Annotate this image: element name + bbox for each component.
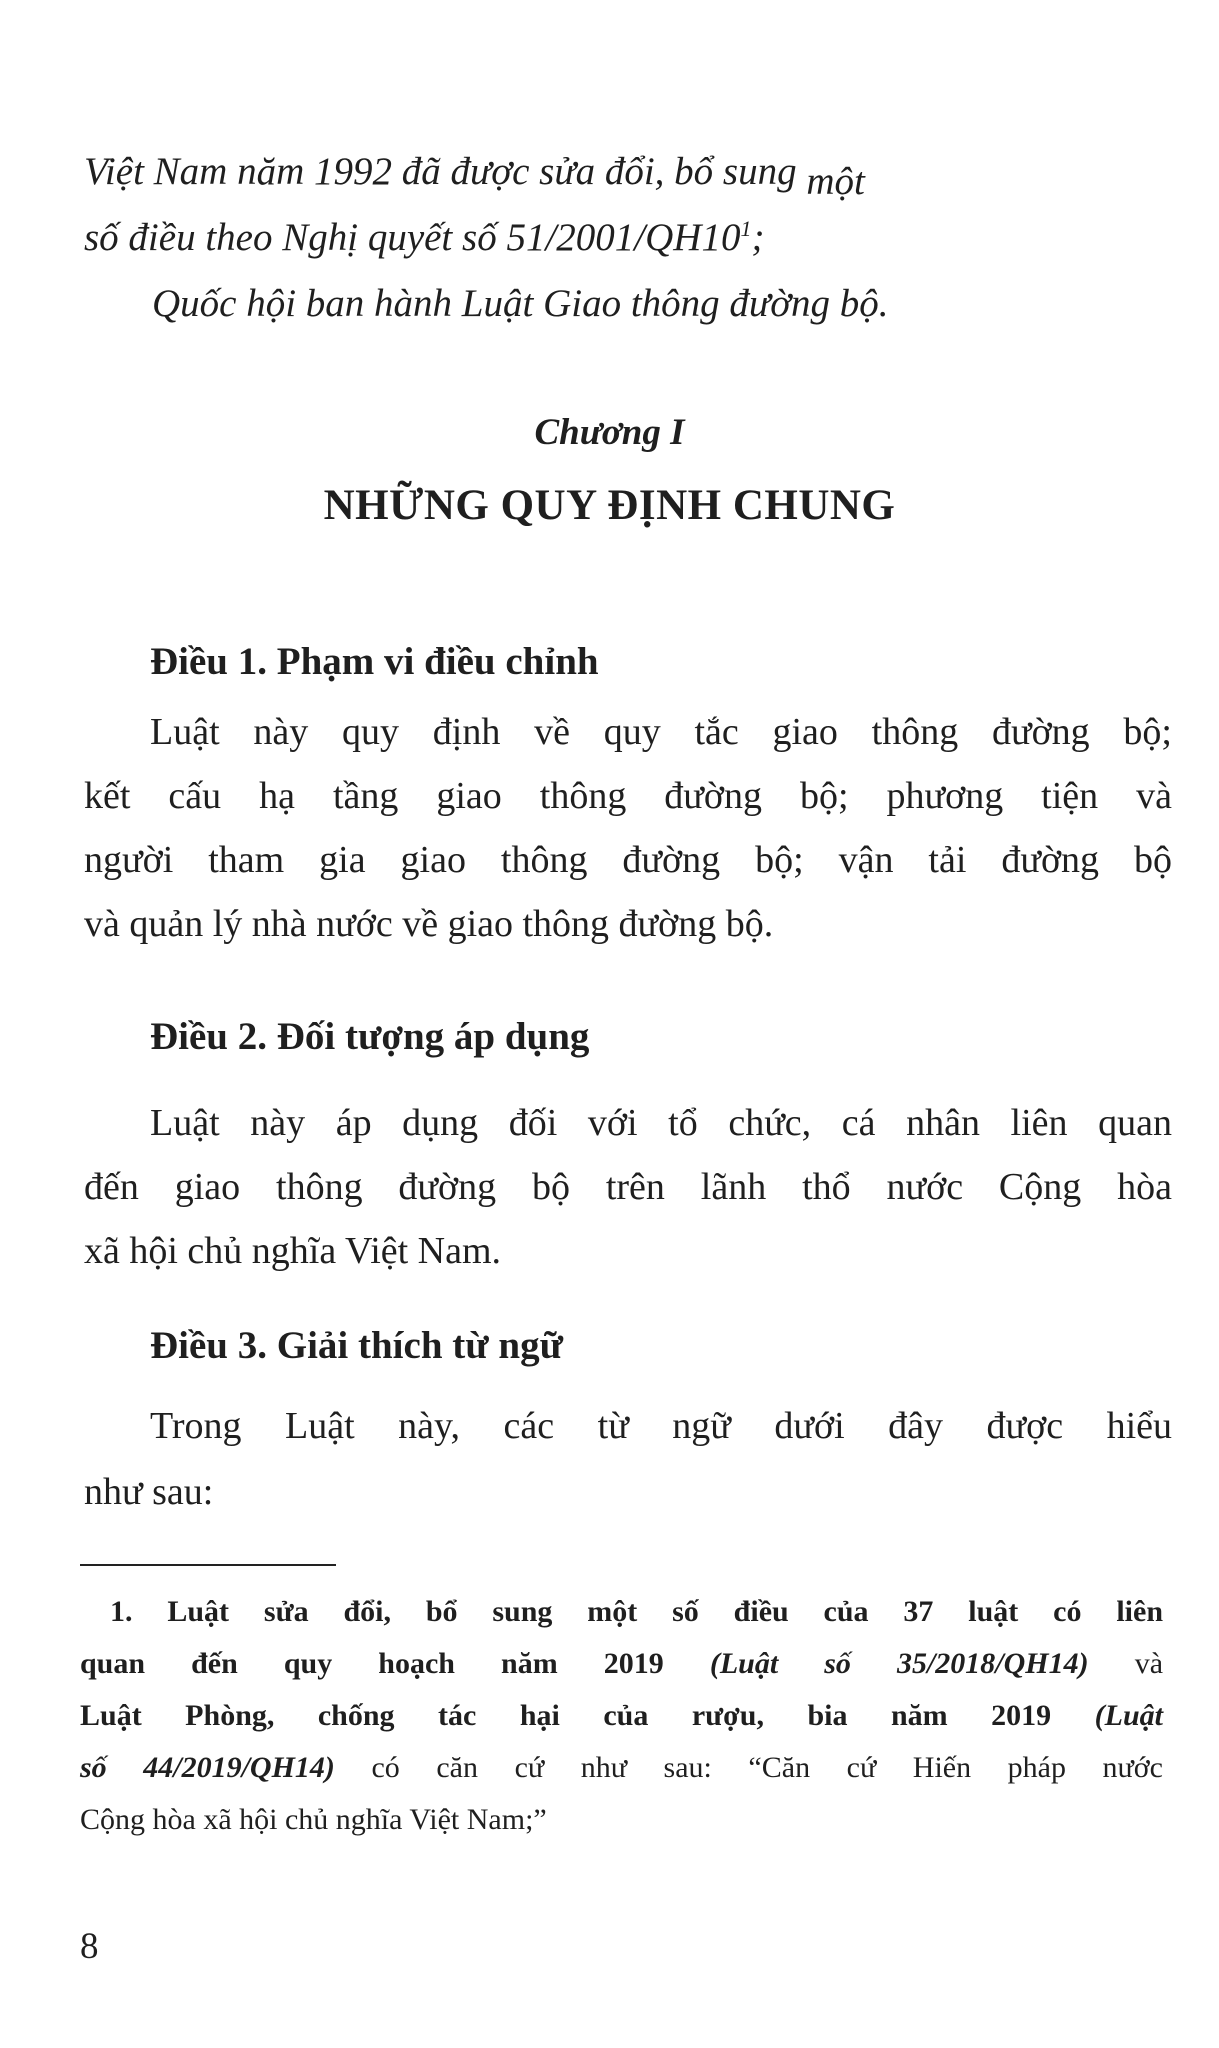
intro-line-3: Quốc hội ban hành Luật Giao thông đường bộ. (152, 282, 889, 325)
footnote-line-3-a: Luật Phòng, chống tác hại của rượu, bia năm 2019 (80, 1699, 1052, 1732)
intro-line-1 (84, 146, 865, 203)
intro-line-1-tail: một (806, 160, 865, 203)
article-3-heading: Điều 3. Giải thích từ ngữ (150, 1324, 564, 1367)
article-1-heading: Điều 1. Phạm vi điều chỉnh (150, 640, 599, 683)
footnote-line-3-b: (Luật (1094, 1699, 1163, 1732)
article-1-line-2: kết cấu hạ tầng giao thông đường bộ; phương tiện và (84, 775, 1172, 817)
article-1-line-4: và quản lý nhà nước về giao thông đường bộ. (84, 903, 774, 945)
footnote-reference[interactable]: 1 (740, 216, 752, 241)
article-3-line-1: Trong Luật này, các từ ngữ dưới đây được hiểu (150, 1405, 1172, 1447)
footnote-divider (80, 1564, 336, 1566)
footnote-line-2-a: quan đến quy hoạch năm 2019 (80, 1647, 664, 1680)
footnote-line-4-b: có căn cứ như sau: “Căn cứ Hiến pháp nước (371, 1751, 1163, 1784)
intro-line-2-text: số điều theo Nghị quyết số 51/2001/QH10 (84, 216, 741, 259)
intro-line-2 (84, 212, 764, 264)
article-1-line-1: Luật này quy định về quy tắc giao thông đường bộ; (150, 711, 1172, 753)
article-2-heading: Điều 2. Đối tượng áp dụng (150, 1015, 590, 1058)
intro-line-2-end: ; (751, 216, 765, 259)
footnote-line-2-c: và (1134, 1647, 1164, 1680)
footnote-line-5: Cộng hòa xã hội chủ nghĩa Việt Nam;” (80, 1803, 547, 1836)
footnote-line-4 (80, 1746, 1163, 1790)
footnote-line-4-a: số 44/2019/QH14) (80, 1751, 335, 1784)
article-3-line-2: như sau: (84, 1471, 214, 1513)
intro-line-1-text: Việt Nam năm 1992 đã được sửa đổi, bổ sung (84, 150, 797, 193)
footnote-line-3 (80, 1694, 1163, 1738)
footnote-line-1: 1. Luật sửa đổi, bổ sung một số điều của 37 luật có liên (110, 1595, 1163, 1628)
footnote-line-2 (80, 1642, 1163, 1686)
article-1-line-3: người tham gia giao thông đường bộ; vận tải đường bộ (84, 839, 1172, 881)
chapter-title: NHỮNG QUY ĐỊNH CHUNG (323, 482, 896, 529)
article-2-line-1: Luật này áp dụng đối với tổ chức, cá nhân liên quan (150, 1102, 1172, 1144)
page-number: 8 (80, 1926, 99, 1967)
chapter-label: Chương I (534, 412, 685, 453)
article-2-line-2: đến giao thông đường bộ trên lãnh thổ nước Cộng hòa (84, 1166, 1172, 1208)
article-2-line-3: xã hội chủ nghĩa Việt Nam. (84, 1230, 502, 1272)
footnote-line-2-b: (Luật số 35/2018/QH14) (709, 1647, 1089, 1680)
